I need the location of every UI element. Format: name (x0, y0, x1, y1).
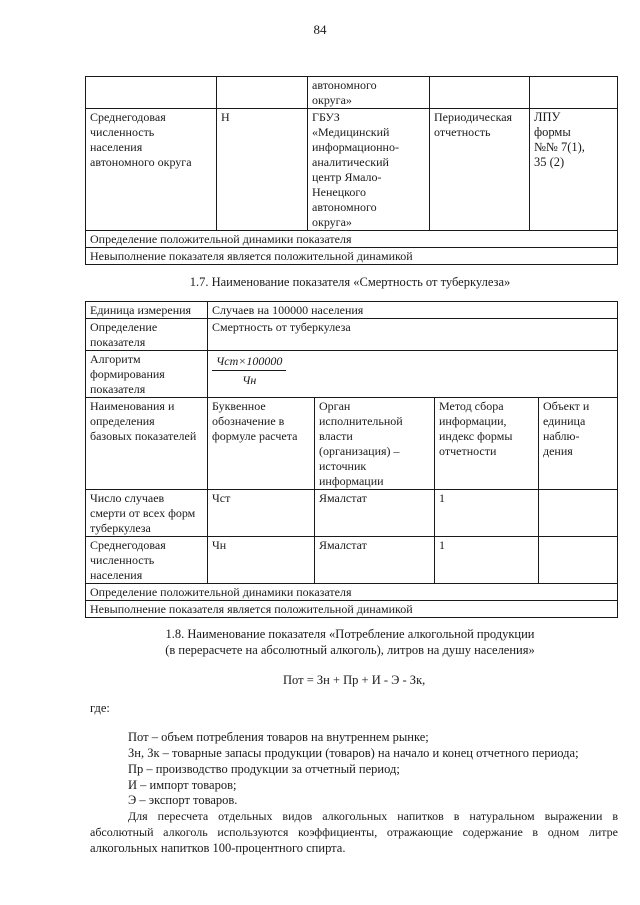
table-row (86, 601, 618, 618)
cell-method: Периодическая отчетность (430, 109, 530, 231)
definition-label: Определение показателя (86, 319, 208, 351)
table-row (86, 248, 618, 265)
cell-indicator-name: Среднегодовая численность населения автономного округа (86, 109, 217, 231)
row-symbol: Чст (208, 490, 315, 537)
cell-empty (530, 77, 618, 109)
table-row (86, 398, 618, 490)
table-row (86, 302, 618, 319)
unit-label: Единица измерения (86, 302, 208, 319)
table-tuberculosis-mortality (85, 301, 618, 618)
row-name: Среднегодовая численность населения (86, 537, 208, 584)
row-method: 1 (435, 490, 539, 537)
formula-fraction (212, 354, 286, 388)
definition-row: Определение положительной динамики показателя (86, 231, 618, 248)
header-source: Орган исполнительной власти (организация) – источник информации (315, 398, 435, 490)
row-source: Ямалстат (315, 490, 435, 537)
failure-row: Невыполнение показателя является положительной динамикой (86, 248, 618, 265)
header-symbol: Буквенное обозначение в формуле расчета (208, 398, 315, 490)
table-row (86, 231, 618, 248)
cell-empty (430, 77, 530, 109)
header-name: Наименования и определения базовых показателей (86, 398, 208, 490)
definition-pr: Пр – производство продукции за отчетный период; (128, 762, 400, 776)
section-heading-1-8-line2: (в перерасчете на абсолютный алкоголь), литров на душу населения» (165, 643, 535, 657)
table-row (86, 351, 618, 398)
algorithm-label: Алгоритм формирования показателя (86, 351, 208, 398)
algorithm-formula (208, 351, 618, 398)
unit-value: Случаев на 100000 населения (208, 302, 618, 319)
paragraph-line: абсолютный алкоголь используются коэффициенты, отражающие содержание в одном литре (90, 825, 618, 839)
definition-i: И – импорт товаров; (128, 778, 237, 792)
cell-object: ЛПУ формы №№ 7(1), 35 (2) (530, 109, 618, 231)
row-method: 1 (435, 537, 539, 584)
consumption-formula: Пот = Зн + Пр + И - Э - Зк, (283, 673, 426, 687)
table-indicator-continued (85, 76, 618, 265)
failure-row: Невыполнение показателя является положительной динамикой (86, 601, 618, 618)
row-symbol: Чн (208, 537, 315, 584)
paragraph-line: алкогольных напитков 100-процентного спирта. (90, 841, 346, 855)
row-object (539, 537, 618, 584)
header-method: Метод сбора информации, индекс формы отчетности (435, 398, 539, 490)
header-object: Объект и единица наблю- дения (539, 398, 618, 490)
cell-symbol: Н (217, 109, 308, 231)
definition-row: Определение положительной динамики показателя (86, 584, 618, 601)
table-row (86, 319, 618, 351)
table-row (86, 490, 618, 537)
formula-numerator: Чст×100000 (212, 354, 286, 371)
definition-e: Э – экспорт товаров. (128, 793, 238, 807)
table-row (86, 584, 618, 601)
where-label: где: (90, 701, 110, 715)
section-heading-1-8-line1: 1.8. Наименование показателя «Потребление алкогольной продукции (165, 627, 535, 641)
paragraph-line: Для пересчета отдельных видов алкогольных напитков в натуральном выражении в (128, 809, 618, 823)
table-row (86, 109, 618, 231)
formula-denominator: Чн (242, 373, 257, 387)
cell-empty (217, 77, 308, 109)
definition-pot: Пот – объем потребления товаров на внутреннем рынке; (128, 730, 429, 744)
row-source: Ямалстат (315, 537, 435, 584)
page-number: 84 (313, 22, 327, 37)
cell-source-cont: автономного округа» (308, 77, 430, 109)
definition-zn-zk: Зн, Зк – товарные запасы продукции (товаров) на начало и конец отчетного периода; (128, 746, 579, 760)
section-heading-1-7: 1.7. Наименование показателя «Смертность от туберкулеза» (189, 275, 511, 289)
table-row (86, 77, 618, 109)
table-row (86, 537, 618, 584)
row-name: Число случаев смерти от всех форм туберкулеза (86, 490, 208, 537)
cell-source: ГБУЗ «Медицинский информационно- аналитический центр Ямало- Ненецкого автономного округа» (308, 109, 430, 231)
cell-empty (86, 77, 217, 109)
definition-value: Смертность от туберкулеза (208, 319, 618, 351)
row-object (539, 490, 618, 537)
